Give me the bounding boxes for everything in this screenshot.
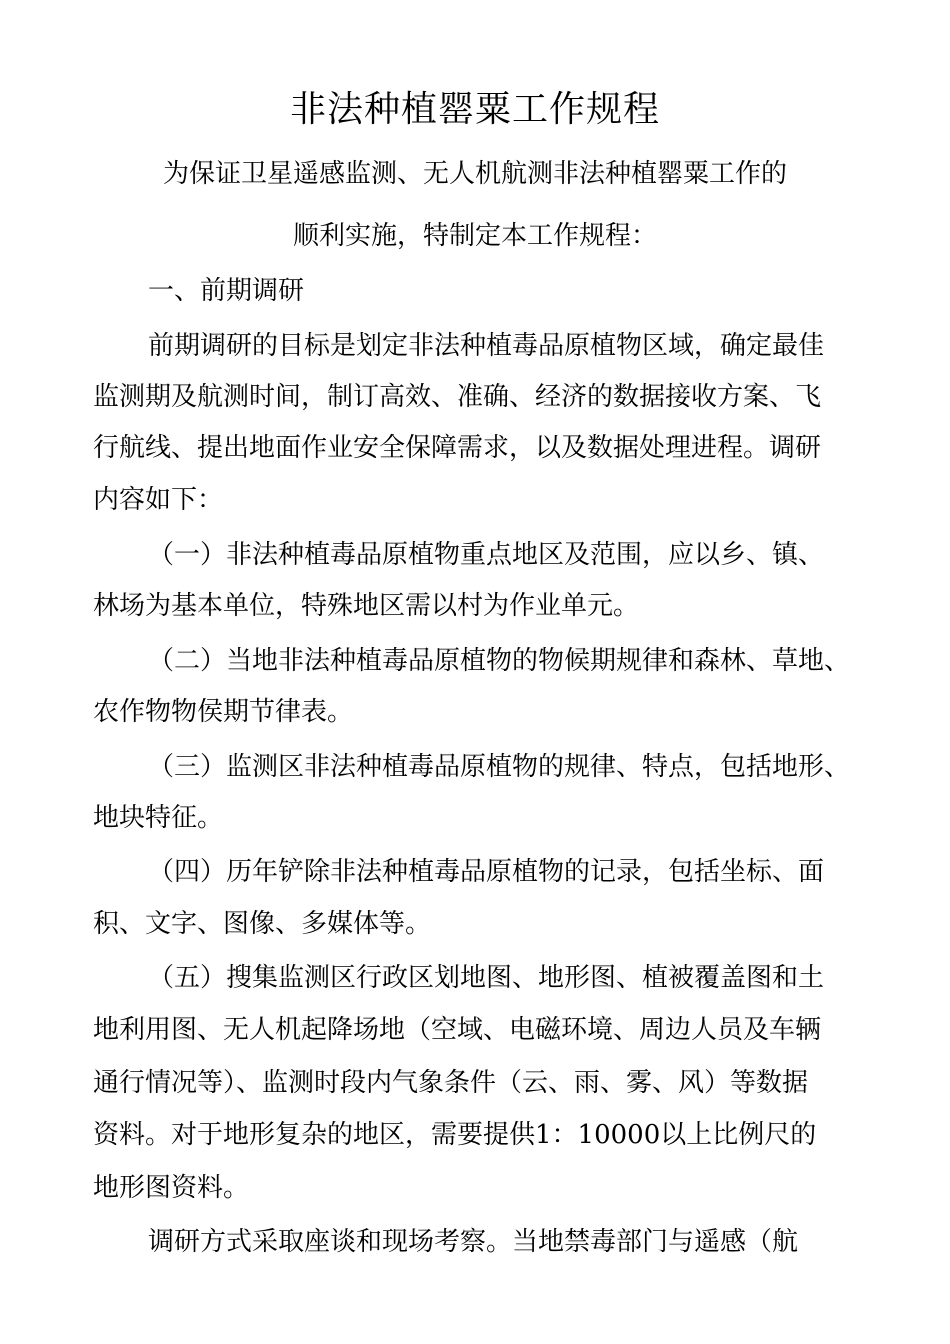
list-item-line: 资料。对于地形复杂的地区，需要提供1：10000以上比例尺的 xyxy=(93,1120,817,1150)
intro-line-1: 为保证卫星遥感监测、无人机航测非法种植罂粟工作的 xyxy=(162,159,787,189)
list-item-line: 地块特征。 xyxy=(93,803,224,833)
list-item-line: 地利用图、无人机起降场地（空域、电磁环境、周边人员及车辆 xyxy=(93,1015,822,1045)
list-item-line: 通行情况等）、监测时段内气象条件（云、雨、雾、风）等数据 xyxy=(93,1068,809,1098)
paragraph-line: 前期调研的目标是划定非法种植毒品原植物区域，确定最佳 xyxy=(148,331,825,361)
paragraph-line: 调研方式采取座谈和现场考察。当地禁毒部门与遥感（航 xyxy=(148,1227,799,1257)
section-heading: 一、前期调研 xyxy=(148,276,305,306)
list-item-line: （二）当地非法种植毒品原植物的物候期规律和森林、草地、 xyxy=(148,646,851,676)
list-item-line: （五）搜集监测区行政区划地图、地形图、植被覆盖图和土 xyxy=(148,963,825,993)
paragraph-line: 行航线、提出地面作业安全保障需求，以及数据处理进程。调研 xyxy=(93,433,822,463)
list-item-line: （四）历年铲除非法种植毒品原植物的记录，包括坐标、面 xyxy=(148,857,825,887)
list-item-line: 农作物物侯期节律表。 xyxy=(93,697,354,727)
list-item-line: （三）监测区非法种植毒品原植物的规律、特点，包括地形、 xyxy=(148,752,851,782)
paragraph-line: 监测期及航测时间，制订高效、准确、经济的数据接收方案、飞 xyxy=(93,382,822,412)
document-title: 非法种植罂粟工作规程 xyxy=(289,89,660,130)
list-item-line: 积、文字、图像、多媒体等。 xyxy=(93,909,432,939)
list-item-line: 地形图资料。 xyxy=(93,1173,250,1203)
list-item-line: （一）非法种植毒品原植物重点地区及范围，应以乡、镇、 xyxy=(148,540,825,570)
list-item-line: 林场为基本单位，特殊地区需以村为作业单元。 xyxy=(93,591,640,621)
intro-line-2: 顺利实施，特制定本工作规程： xyxy=(292,221,657,251)
paragraph-line: 内容如下： xyxy=(93,485,224,515)
